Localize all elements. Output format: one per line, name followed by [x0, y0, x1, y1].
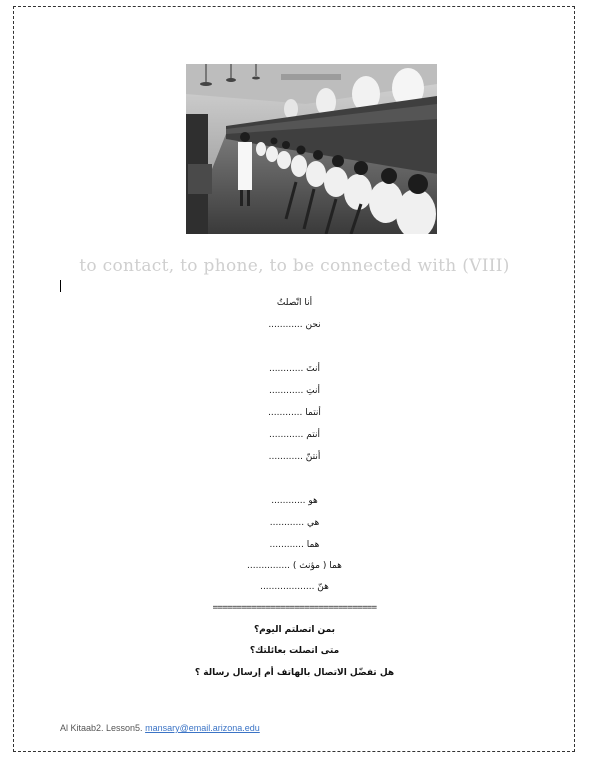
question-2: متى اتصلت بعائلتك؟ [249, 646, 340, 656]
conjugation-line-hiya: هي ............ [269, 518, 320, 528]
conjugation-line-huma: هما ............ [269, 540, 320, 550]
conjugation-line-antuma: أنتما ............ [268, 408, 321, 418]
conjugation-line-huwa: هو ............ [271, 496, 318, 506]
footer [60, 723, 260, 733]
switchboard-operators-photo [186, 64, 437, 234]
text-cursor [60, 280, 61, 292]
conjugation-line-ana: أنا اتّصلتُ [276, 298, 313, 308]
separator-line: ================================== [212, 603, 377, 613]
question-1: بمن اتصلتم اليوم؟ [253, 625, 336, 635]
page-title: to contact, to phone, to be connected with (VIII) [79, 256, 510, 276]
conjugation-line-antunna: أنتنّ ............ [268, 452, 321, 462]
conjugation-line-antum: أنتم ............ [269, 430, 320, 440]
question-3: هل تفضّل الاتصال بالهاتف أم إرسال رسالة ؟ [194, 668, 395, 678]
conjugation-line-hunna: هنّ ................... [260, 582, 329, 592]
conjugation-line-anti: أنتِ ............ [268, 386, 321, 396]
conjugation-line-huma-feminine: هما ( مؤنث ) ............... [247, 561, 342, 571]
conjugation-line-nahnu: نحن ............ [268, 320, 321, 330]
conjugation-line-anta: أنتَ ............ [268, 364, 321, 374]
footer-text: Al Kitaab2. Lesson5. [60, 723, 143, 733]
footer-email-link[interactable]: mansary@email.arizona.edu [145, 723, 260, 733]
